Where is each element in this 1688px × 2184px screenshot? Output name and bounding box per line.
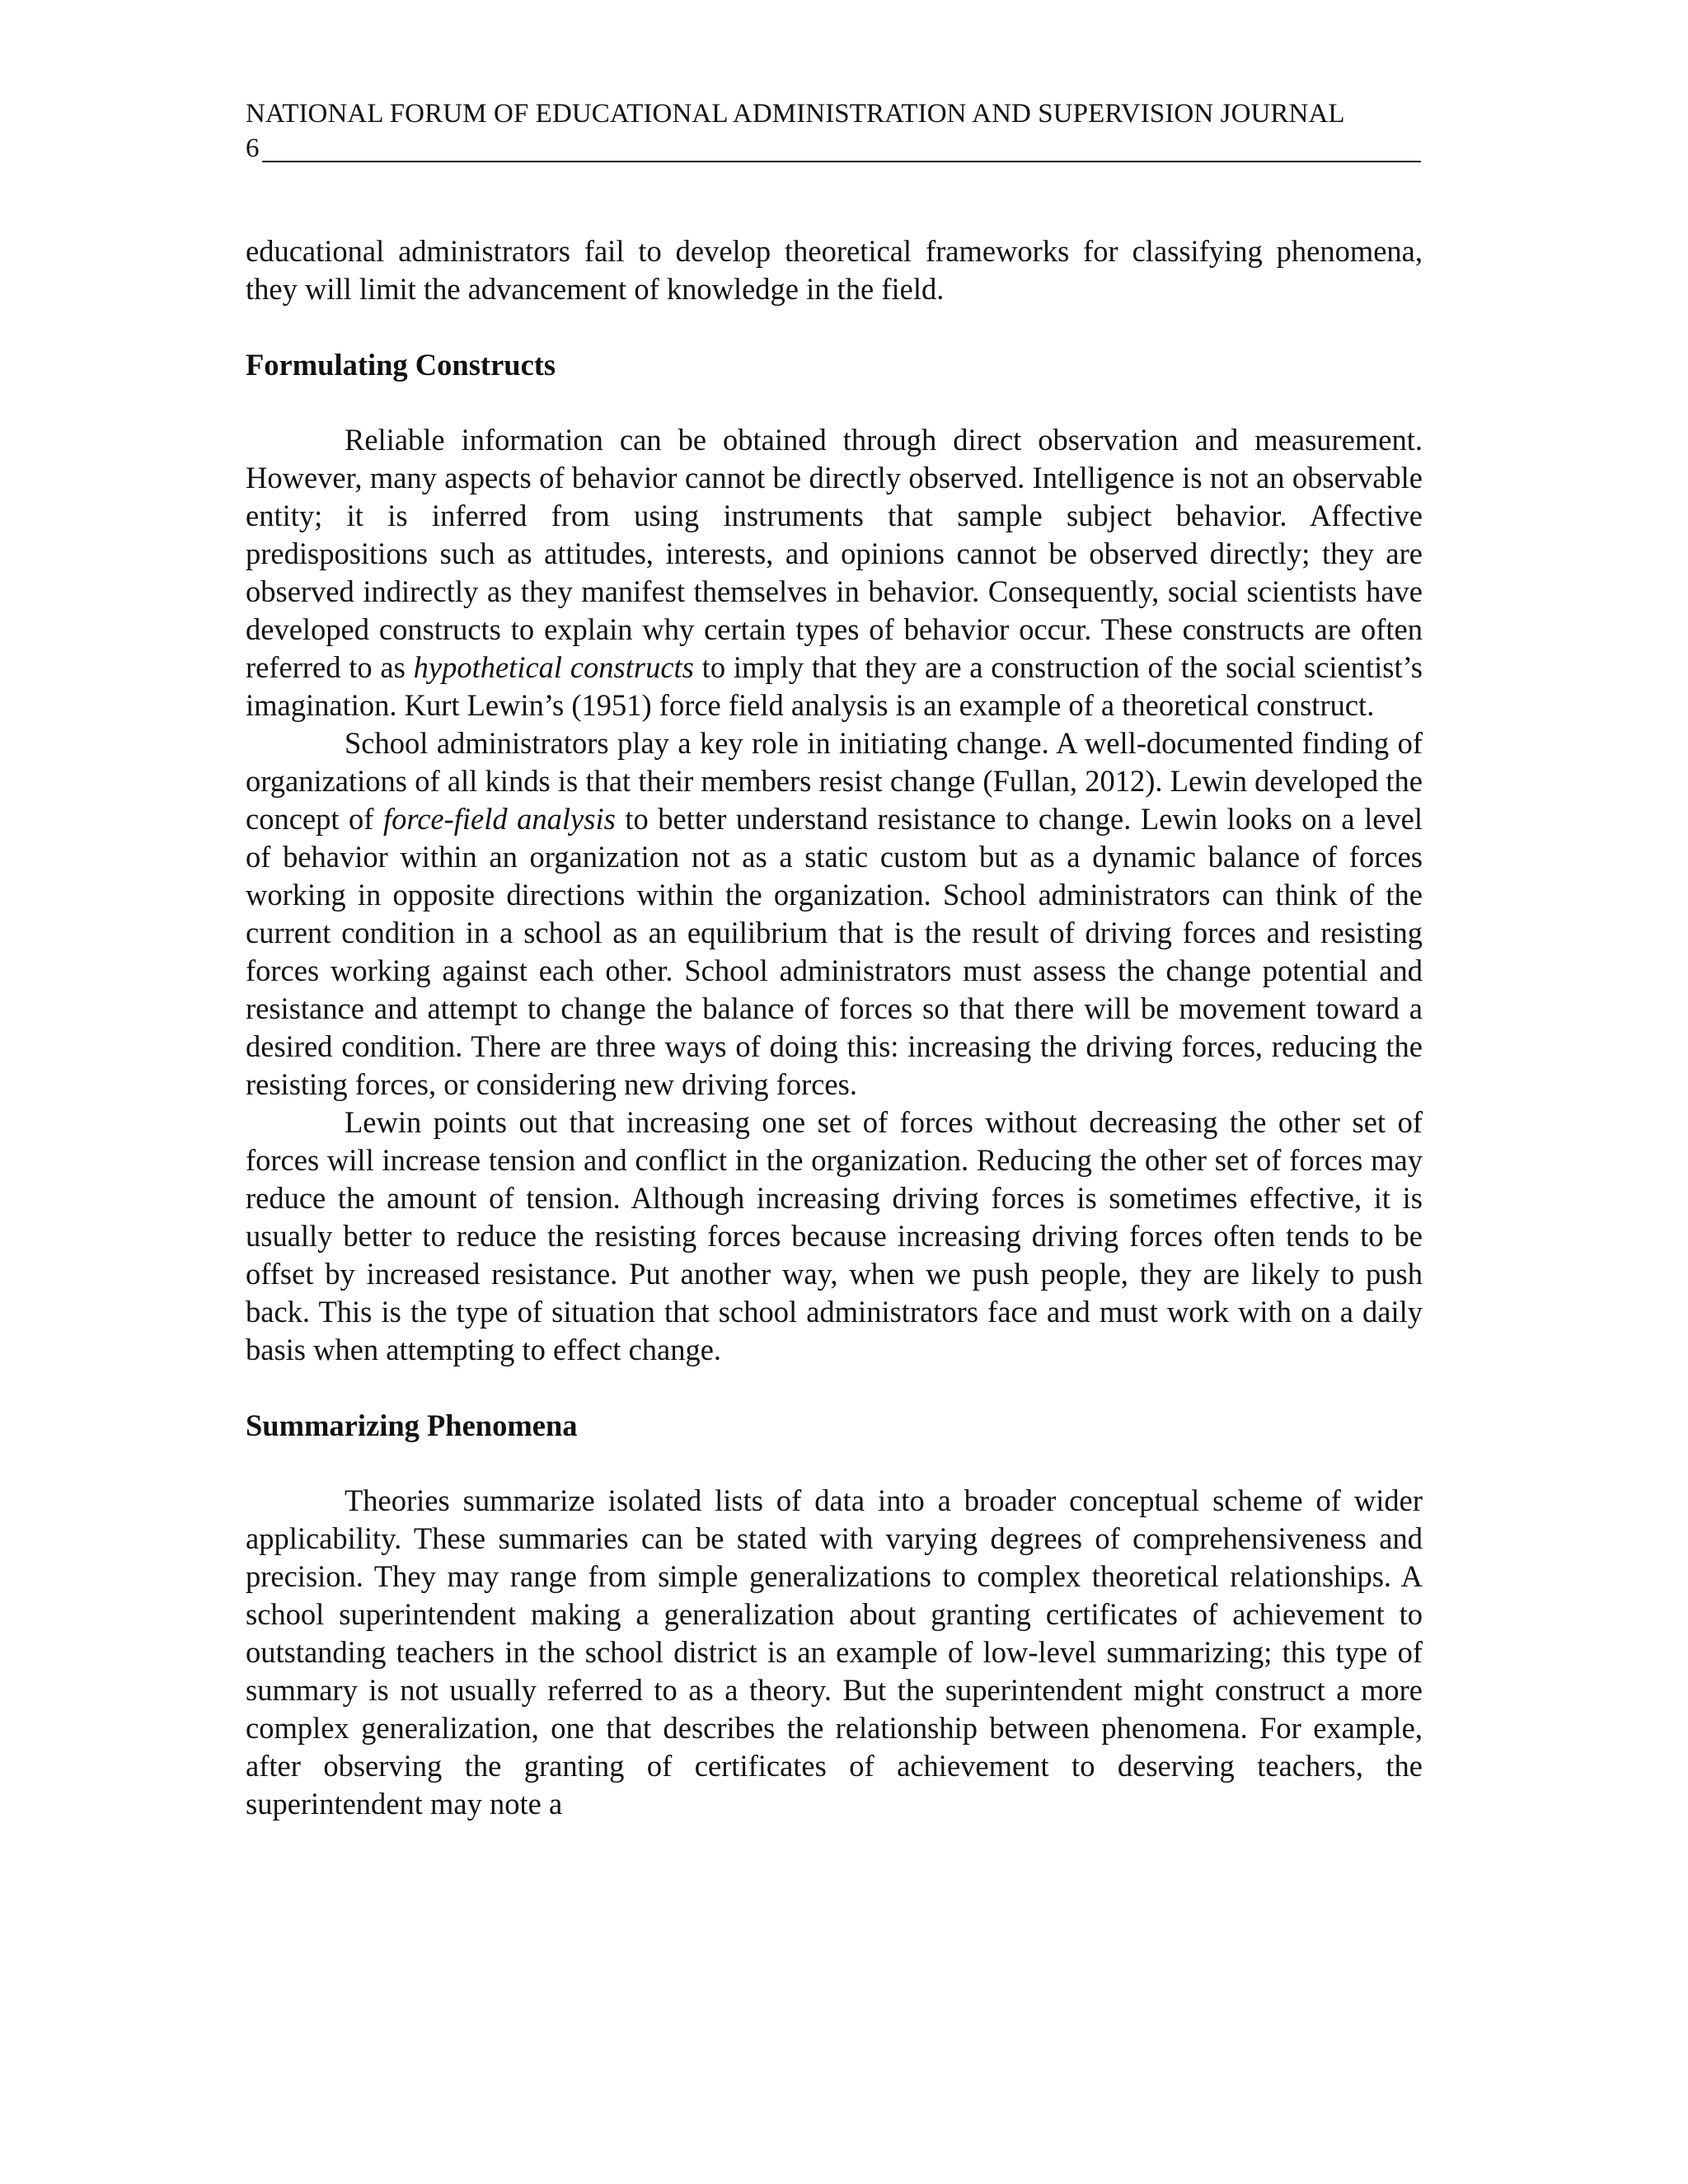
paragraph-theories-summarize: Theories summarize isolated lists of data into a broader conceptual scheme of wider applicability. These summaries can be stated with varying degrees of comprehensiveness and precision. They may range from simple generalizations to complex theoretical relationships. A school superintendent making a generalization about granting certificates of achievement to outstanding teachers in the school district is an example of low-level summarizing; this type of summary is not usually referred to as a theory. But the superintendent might construct a more complex generalization, one that describes the relationship between phenomena. For example, after observing the granting of certificates of achievement to deserving teachers, the superintendent may note a bbox=[246, 1483, 1423, 1821]
page-number: 6 bbox=[246, 134, 260, 163]
paragraph-school-administrators-change bbox=[246, 724, 1423, 1104]
paragraph-text: School administrators play a key role in initiating change. A well-documented finding of organizations of all kinds is that their members resist change (Fullan, 2012). Lewin developed the concept of bbox=[246, 726, 1423, 836]
intro-paragraph: educational administrators fail to develop theoretical frameworks for classifying phenomena, they will limit the advancement of knowledge in the field. bbox=[246, 234, 1423, 306]
italic-term-hypothetical-constructs: hypothetical constructs bbox=[413, 650, 694, 684]
paragraph-text: Reliable information can be obtained through direct observation and measurement. However, many aspects of behavior cannot be directly observed. Intelligence is not an observable entity; it is inferred from using instruments that sample subject behavior. Affective predispositions such as attitudes, interests, and opinions cannot be observed directly; they are observed indirectly as they manifest themselves in behavior. Consequently, social scientists have developed constructs to explain why certain types of behavior occur. These constructs are often referred to as bbox=[246, 423, 1423, 684]
paragraph-text: to imply that they are a construction of the social scientist’s imagination. Kurt Lewin’s (1951) force field analysis is an example of a theoretical construct. bbox=[246, 650, 1423, 722]
running-header-title: NATIONAL FORUM OF EDUCATIONAL ADMINISTRATION AND SUPERVISION JOURNAL bbox=[246, 99, 1345, 129]
paragraph-text: to better understand resistance to change. Lewin looks on a level of behavior within an organization not as a static custom but as a dynamic balance of forces working in opposite directions within the organization. School administrators can think of the current condition in a school as an equilibrium that is the result of driving forces and resisting forces working against each other. School administrators must assess the change potential and resistance and attempt to change the balance of forces so that there will be movement toward a desired condition. There are three ways of doing this: increasing the driving forces, reducing the resisting forces, or considering new driving forces. bbox=[246, 802, 1423, 1101]
italic-term-force-field-analysis: force-field analysis bbox=[382, 802, 616, 836]
paragraph-lewin-points-out: Lewin points out that increasing one set of forces without decreasing the other set of forces will increase tension and conflict in the organization. Reducing the other set of forces may reduce the amount of tension. Although increasing driving forces is sometimes effective, it is usually better to reduce the resisting forces because increasing driving forces often tends to be offset by increased resistance. Put another way, when we push people, they are likely to push back. This is the type of situation that school administrators face and must work with on a daily basis when attempting to effect change. bbox=[246, 1105, 1423, 1366]
section-heading-formulating-constructs: Formulating Constructs bbox=[246, 348, 556, 382]
section-heading-summarizing-phenomena: Summarizing Phenomena bbox=[246, 1408, 578, 1442]
running-header-rule-row bbox=[246, 132, 1421, 165]
header-rule-line bbox=[262, 161, 1421, 162]
paragraph-reliable-information bbox=[246, 421, 1423, 724]
body-text bbox=[246, 232, 1423, 1823]
